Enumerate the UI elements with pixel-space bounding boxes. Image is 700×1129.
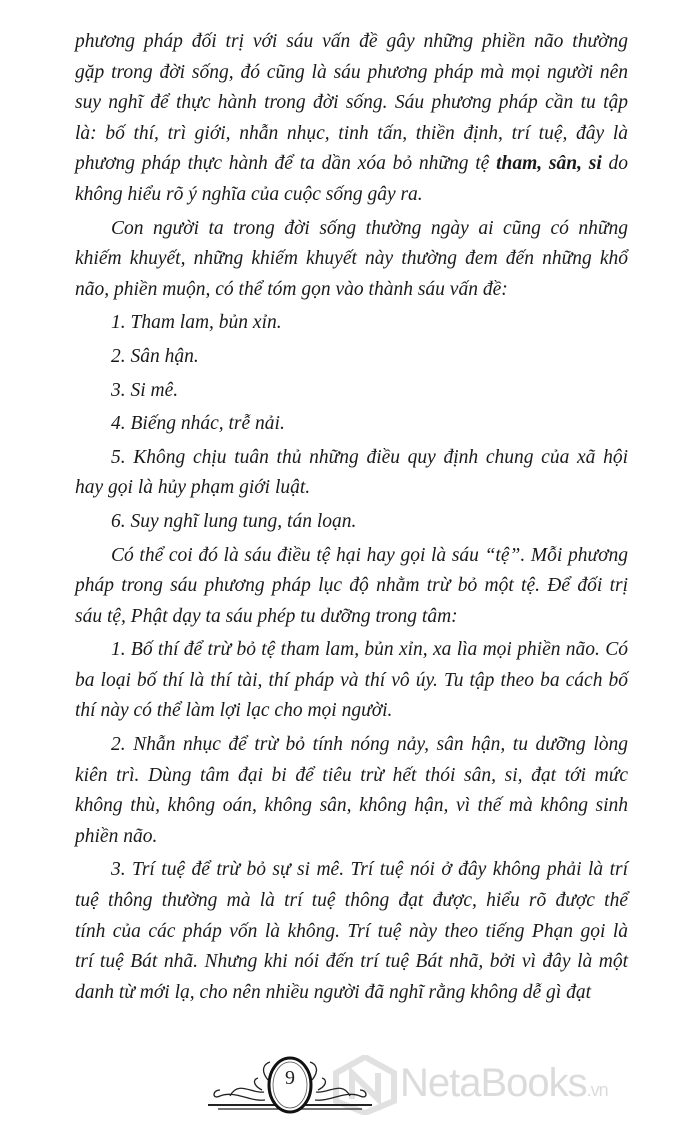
paragraph: [75, 635, 628, 727]
text-line: [75, 602, 628, 633]
text-line: [75, 443, 628, 474]
text-segment: Có thể coi đó là sáu điều tệ hại hay gọi là sáu “tệ”. Mỗi phương: [111, 544, 628, 566]
text-segment: thí này có thể làm lợi lạc cho mọi người.: [75, 700, 393, 722]
text-line: [75, 571, 628, 602]
text-line: [75, 730, 628, 761]
text-segment: 2. Sân hận.: [111, 345, 199, 367]
text-segment: ba loại bố thí là thí tài, thí pháp và thí vô úy. Tu tập theo ba cách bố: [75, 669, 628, 691]
text-line: [75, 58, 628, 89]
paragraph: [75, 27, 628, 211]
text-segment: 3. Trí tuệ để trừ bỏ sự si mê. Trí tuệ nói ở đây không phải là trí: [111, 859, 628, 881]
text-segment: hay gọi là hủy phạm giới luật.: [75, 477, 311, 499]
text-segment: là: bố thí, trì giới, nhẫn nhục, tinh tấn, thiền định, trí tuệ, đây là: [75, 122, 628, 144]
text-line: [75, 27, 628, 58]
text-segment: 5. Không chịu tuân thủ những điều quy định chung của xã hội: [111, 446, 628, 468]
paragraph: [75, 376, 628, 407]
paragraph: [75, 214, 628, 306]
text-line: [75, 473, 628, 504]
text-segment: gặp trong đời sống, đó cũng là sáu phương pháp mà mọi người nên: [75, 61, 628, 83]
text-line: [75, 88, 628, 119]
text-segment: 3. Si mê.: [111, 379, 179, 401]
paragraph: [75, 730, 628, 852]
page-number-ornament: [190, 1050, 390, 1120]
text-line: [75, 822, 628, 853]
text-line: [75, 149, 628, 180]
watermark-text: NetaBooks.vn: [400, 1061, 608, 1105]
paragraph: [75, 507, 628, 538]
text-line: [75, 275, 628, 306]
text-line: [75, 342, 628, 373]
text-line: [75, 180, 628, 211]
paragraph: [75, 342, 628, 373]
page-body: [75, 27, 628, 1011]
text-segment: 6. Suy nghĩ lung tung, tán loạn.: [111, 510, 357, 532]
text-segment: 1. Bố thí để trừ bỏ tệ tham lam, bủn xỉn, xa lìa mọi phiền não. Có: [111, 639, 628, 661]
text-segment: danh từ mới lạ, cho nên nhiều người đã nghĩ rằng không dễ gì đạt: [75, 981, 591, 1003]
text-segment: phiền não.: [75, 825, 158, 847]
text-line: [75, 308, 628, 339]
text-line: [75, 666, 628, 697]
text-segment: Con người ta trong đời sống thường ngày ai cũng có những: [111, 217, 628, 239]
text-line: [75, 917, 628, 948]
text-segment: phương pháp thực hành để ta dần xóa bỏ những tệ: [75, 153, 497, 175]
text-line: [75, 696, 628, 727]
paragraph: [75, 443, 628, 504]
text-segment: do: [601, 153, 629, 175]
text-segment: 2. Nhẫn nhục để trừ bỏ tính nóng nảy, sân hận, tu dưỡng lòng: [111, 734, 628, 756]
text-segment: phương pháp đối trị với sáu vấn đề gây những phiền não thường: [75, 31, 628, 52]
text-segment: tuệ thông thường mà là trí tuệ thông đạt được, hiểu rõ được thể: [75, 890, 628, 912]
text-line: [75, 886, 628, 917]
text-segment: tính của các pháp vốn là không. Trí tuệ này theo tiếng Phạn gọi là: [75, 920, 628, 942]
text-line: [75, 978, 628, 1009]
text-line: [75, 855, 628, 886]
text-segment: não, phiền muộn, có thể tóm gọn vào thành sáu vấn đề:: [75, 278, 508, 300]
text-line: [75, 409, 628, 440]
text-segment: 1. Tham lam, bủn xỉn.: [111, 312, 282, 334]
paragraph: [75, 308, 628, 339]
paragraph: [75, 541, 628, 633]
text-segment: không thù, không oán, không sân, không hận, vì thế mà không sinh: [75, 795, 628, 817]
text-segment: trí tuệ Bát nhã. Nhưng khi nói đến trí tuệ Bát nhã, bởi vì đây là một: [75, 951, 628, 973]
text-segment: sáu tệ, Phật dạy ta sáu phép tu dưỡng trong tâm:: [75, 605, 458, 627]
text-segment: khiếm khuyết, những khiếm khuyết này thường đem đến những khổ: [75, 248, 628, 270]
text-line: [75, 214, 628, 245]
paragraph: [75, 409, 628, 440]
text-segment: không hiểu rõ ý nghĩa của cuộc sống gây ra.: [75, 183, 423, 205]
text-segment: 4. Biếng nhác, trễ nải.: [111, 413, 285, 435]
text-line: [75, 119, 628, 150]
paragraph: [75, 855, 628, 1008]
text-line: [75, 376, 628, 407]
text-segment: suy nghĩ để thực hành trong đời sống. Sáu phương pháp cần tu tập: [75, 92, 628, 114]
text-line: [75, 761, 628, 792]
text-line: [75, 635, 628, 666]
text-segment: pháp trong sáu phương pháp lục độ nhằm trừ bỏ một tệ. Để đối trị: [75, 575, 628, 597]
text-line: [75, 541, 628, 572]
text-segment: kiên trì. Dùng tâm đại bi để tiêu trừ hết thói sân, si, đạt tới mức: [75, 764, 628, 786]
text-line: [75, 244, 628, 275]
text-line: [75, 947, 628, 978]
page-number: 9: [285, 1067, 295, 1089]
bold-text: tham, sân, si: [496, 153, 602, 175]
text-line: [75, 791, 628, 822]
text-line: [75, 507, 628, 538]
